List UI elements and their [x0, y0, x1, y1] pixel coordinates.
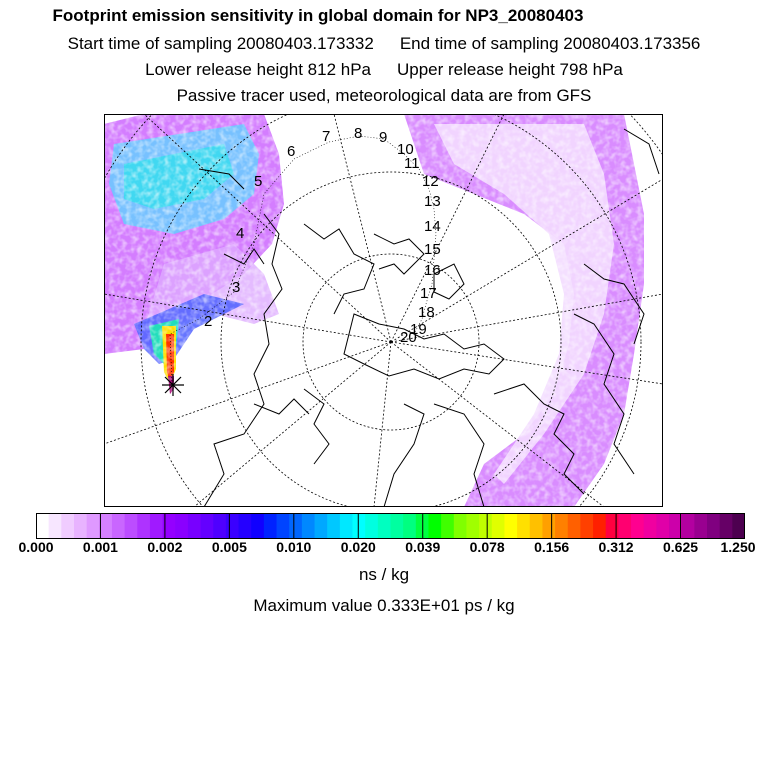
trajectory-label-4: 4 — [236, 225, 245, 242]
legend-swatch — [454, 513, 467, 539]
sampling-times — [0, 34, 768, 54]
legend-tick-label: 0.005 — [211, 539, 247, 555]
maximum-value-label: Maximum value 0.333E+01 ps / kg — [253, 596, 515, 615]
legend-swatch — [87, 513, 100, 539]
trajectory-label-18: 18 — [418, 304, 435, 321]
legend-swatch — [694, 513, 707, 539]
legend-swatch — [188, 513, 201, 539]
legend-swatch — [542, 513, 555, 539]
legend-swatch — [264, 513, 277, 539]
legend-swatch — [644, 513, 657, 539]
legend-tick-label: 0.156 — [534, 539, 570, 555]
legend-swatch — [492, 513, 505, 539]
trajectory-label-7: 7 — [322, 128, 331, 145]
legend-swatch — [340, 513, 353, 539]
trajectory-label-3: 3 — [232, 279, 241, 296]
trajectory-label-13: 13 — [424, 193, 441, 210]
legend-swatch — [251, 513, 264, 539]
legend-swatch — [682, 513, 695, 539]
trajectory-label-10: 10 — [397, 141, 414, 158]
legend-tick-label: 0.001 — [82, 539, 118, 555]
legend-swatch — [580, 513, 593, 539]
legend-swatch — [555, 513, 568, 539]
legend-swatch — [277, 513, 290, 539]
legend-swatch — [466, 513, 479, 539]
legend-swatch — [49, 513, 62, 539]
trajectory-label-16: 16 — [424, 262, 441, 279]
legend-swatch — [720, 513, 733, 539]
legend-swatch — [631, 513, 644, 539]
legend-swatch — [150, 513, 163, 539]
legend-tick-label: 0.010 — [276, 539, 312, 555]
tracer-note: Passive tracer used, meteorological data are from GFS — [176, 86, 592, 105]
legend-swatch — [213, 513, 226, 539]
release-heights — [0, 60, 768, 80]
legend-swatch — [327, 513, 340, 539]
trajectory-label-11: 11 — [404, 155, 420, 172]
color-legend — [36, 513, 745, 539]
legend-swatch — [656, 513, 669, 539]
trajectory-label-19: 19 — [410, 321, 427, 338]
legend-tick-label: 0.039 — [405, 539, 441, 555]
legend-swatch — [175, 513, 188, 539]
legend-swatch — [36, 513, 49, 539]
legend-swatch — [378, 513, 391, 539]
legend-swatch — [517, 513, 530, 539]
trajectory-label-12: 12 — [422, 173, 439, 190]
legend-swatch — [125, 513, 138, 539]
legend-swatch — [74, 513, 87, 539]
trajectory-label-6: 6 — [287, 143, 296, 160]
legend-tick-label: 0.002 — [147, 539, 183, 555]
legend-swatch — [441, 513, 454, 539]
legend-tick-label: 0.020 — [340, 539, 376, 555]
legend-swatch — [99, 513, 112, 539]
legend-tick-label: 1.250 — [720, 539, 756, 555]
legend-swatch — [61, 513, 74, 539]
legend-unit: ns / kg — [358, 565, 410, 584]
legend-swatch — [112, 513, 125, 539]
trajectory-label-14: 14 — [424, 218, 441, 235]
trajectory-label-15: 15 — [424, 241, 441, 258]
legend-swatch — [707, 513, 720, 539]
legend-swatch — [239, 513, 252, 539]
legend-swatch — [315, 513, 328, 539]
legend-swatch — [365, 513, 378, 539]
legend-swatch — [606, 513, 619, 539]
legend-swatch — [302, 513, 315, 539]
legend-swatch — [530, 513, 543, 539]
legend-swatch — [403, 513, 416, 539]
trajectory-label-9: 9 — [379, 129, 388, 146]
legend-tick-label: 0.312 — [598, 539, 634, 555]
legend-swatch — [504, 513, 517, 539]
trajectory-label-2: 2 — [204, 313, 213, 330]
trajectory-label-8: 8 — [354, 125, 363, 142]
start-time-label: Start time of sampling 20080403.173332 — [67, 34, 374, 53]
plot-title: Footprint emission sensitivity in global domain for NP3_20080403 — [52, 6, 584, 25]
lower-height-label: Lower release height 812 hPa — [145, 60, 371, 79]
legend-tick-label: 0.000 — [18, 539, 54, 555]
legend-swatch — [479, 513, 492, 539]
legend-swatch — [568, 513, 581, 539]
legend-swatch — [428, 513, 441, 539]
legend-swatch — [391, 513, 404, 539]
legend-swatch — [353, 513, 366, 539]
upper-height-label: Upper release height 798 hPa — [397, 60, 623, 79]
trajectory-label-17: 17 — [420, 285, 437, 302]
asterisk-marker — [162, 374, 184, 396]
legend-swatch — [226, 513, 239, 539]
legend-swatch — [137, 513, 150, 539]
footprint-map — [104, 114, 663, 507]
trajectory-label-5: 5 — [254, 173, 263, 190]
legend-swatch — [593, 513, 606, 539]
legend-swatch — [201, 513, 214, 539]
legend-tick-label: 0.625 — [663, 539, 699, 555]
legend-swatch — [618, 513, 631, 539]
trajectory-label-20: 20 — [400, 329, 417, 346]
end-time-label: End time of sampling 20080403.173356 — [399, 34, 701, 53]
legend-swatch — [732, 513, 745, 539]
legend-tick-label: 0.078 — [469, 539, 505, 555]
legend-swatch — [289, 513, 302, 539]
